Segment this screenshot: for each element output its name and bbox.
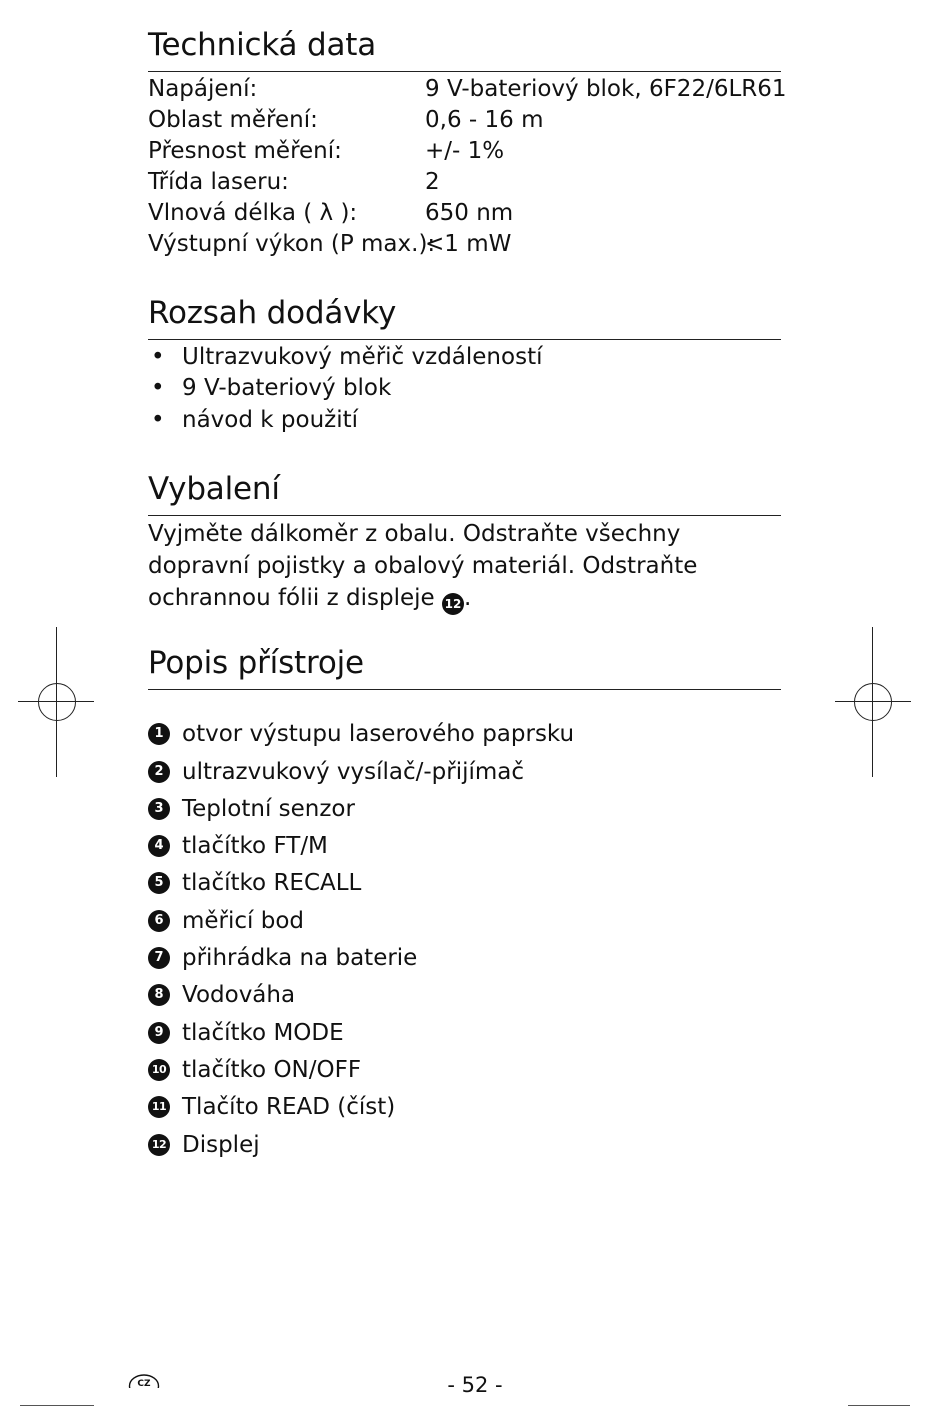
- spec-label: Oblast měření:: [148, 106, 318, 133]
- spec-row: [148, 198, 781, 229]
- delivery-section: [148, 296, 781, 436]
- part-label: Displej: [182, 1131, 260, 1158]
- trim-line-left: [20, 1405, 94, 1406]
- part-label: přihrádka na baterie: [182, 945, 418, 972]
- description-section: [148, 646, 781, 1163]
- part-item: [148, 753, 781, 790]
- part-label: měřicí bod: [182, 907, 305, 934]
- spec-row: [148, 136, 781, 167]
- part-label: ultrazvukový vysílač/-přijímač: [182, 758, 525, 785]
- part-number-badge: 1: [148, 723, 170, 745]
- delivery-item-text: 9 V-bateriový blok: [182, 375, 392, 402]
- part-label: tlačítko MODE: [182, 1019, 344, 1046]
- part-item: [148, 828, 781, 865]
- crop-mark-right: [835, 627, 911, 777]
- part-label: Teplotní senzor: [182, 795, 355, 822]
- unpacking-text: Vyjměte dálkoměr z obalu. Odstraňte všechny dopravní pojistky a obalový materiál. Odstraňte ochrannou fólii z displeje: [148, 520, 698, 611]
- spec-row: [148, 229, 781, 260]
- part-item: [148, 1051, 781, 1088]
- spec-value: <1 mW: [425, 230, 512, 257]
- heading-rule: [148, 515, 781, 516]
- part-item: [148, 865, 781, 902]
- delivery-item-text: návod k použití: [182, 406, 359, 433]
- country-code-text: CZ: [137, 1379, 151, 1388]
- part-item: [148, 939, 781, 976]
- bullet-icon: •: [151, 375, 165, 402]
- part-number-badge: 12: [148, 1134, 170, 1156]
- spec-label: Vlnová délka ( λ ):: [148, 199, 358, 226]
- part-number-badge: 5: [148, 872, 170, 894]
- part-label: Vodováha: [182, 982, 296, 1009]
- heading-rule: [148, 71, 781, 72]
- spec-value: 0,6 - 16 m: [425, 106, 544, 133]
- unpacking-heading: Vybalení: [148, 471, 280, 507]
- delivery-item: [148, 405, 781, 437]
- delivery-item: [148, 373, 781, 405]
- part-item: [148, 1089, 781, 1126]
- part-item: [148, 1126, 781, 1163]
- part-number-badge: 9: [148, 1022, 170, 1044]
- delivery-item: [148, 342, 781, 374]
- delivery-item-text: Ultrazvukový měřič vzdáleností: [182, 343, 543, 370]
- part-label: tlačítko FT/M: [182, 833, 328, 860]
- display-reference-number: 12: [442, 593, 464, 615]
- technical-data-section: [148, 27, 787, 260]
- part-number-badge: 10: [148, 1059, 170, 1081]
- part-label: Tlačíto READ (číst): [182, 1094, 396, 1121]
- spec-label: Třída laseru:: [148, 168, 289, 195]
- technical-data-heading: Technická data: [148, 27, 377, 63]
- page-number: - 52 -: [447, 1373, 503, 1397]
- unpacking-paragraph: [148, 518, 768, 615]
- part-item: [148, 977, 781, 1014]
- heading-rule: [148, 689, 781, 690]
- parts-list: [148, 716, 781, 1164]
- description-heading: Popis přístroje: [148, 645, 364, 681]
- spec-value: 650 nm: [425, 199, 514, 226]
- unpacking-section: [148, 472, 781, 615]
- part-item: [148, 790, 781, 827]
- spec-value: 2: [425, 168, 440, 195]
- part-item: [148, 716, 781, 753]
- spec-row: [148, 74, 787, 105]
- bullet-icon: •: [151, 343, 165, 370]
- crop-mark-left: [18, 627, 94, 777]
- unpacking-text-end: .: [463, 584, 472, 611]
- spec-row: [148, 105, 781, 136]
- spec-row: [148, 167, 781, 198]
- bullet-icon: •: [151, 406, 165, 433]
- part-label: tlačítko ON/OFF: [182, 1056, 362, 1083]
- part-label: otvor výstupu laserového paprsku: [182, 721, 575, 748]
- spec-value: +/- 1%: [425, 137, 505, 164]
- part-item: [148, 1014, 781, 1051]
- spec-label: Výstupní výkon (P max.):: [148, 230, 436, 257]
- spec-label: Napájení:: [148, 75, 258, 102]
- delivery-list: [148, 342, 781, 437]
- part-number-badge: 4: [148, 835, 170, 857]
- part-number-badge: 8: [148, 984, 170, 1006]
- part-number-badge: 2: [148, 761, 170, 783]
- spec-value: 9 V-bateriový blok, 6F22/6LR61: [425, 75, 787, 102]
- spec-label: Přesnost měření:: [148, 137, 342, 164]
- part-number-badge: 6: [148, 910, 170, 932]
- part-number-badge: 3: [148, 798, 170, 820]
- part-label: tlačítko RECALL: [182, 870, 362, 897]
- part-number-badge: 7: [148, 947, 170, 969]
- spec-table: [148, 74, 787, 260]
- delivery-heading: Rozsah dodávky: [148, 295, 397, 331]
- trim-line-right: [848, 1405, 910, 1406]
- part-number-badge: 11: [148, 1096, 170, 1118]
- part-item: [148, 902, 781, 939]
- heading-rule: [148, 339, 781, 340]
